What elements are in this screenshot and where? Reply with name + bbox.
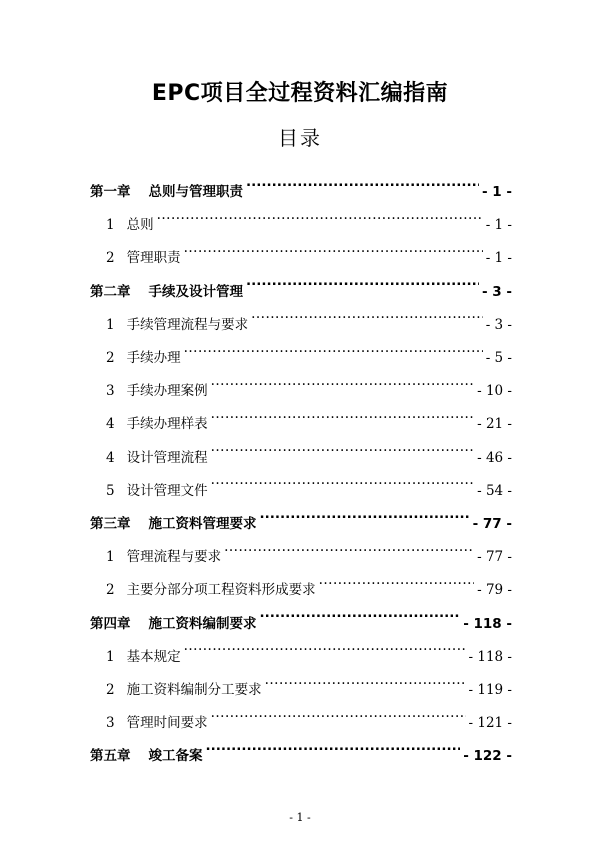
toc-entry-page: - 122 - — [463, 748, 512, 765]
toc-dot-leader — [211, 699, 466, 727]
toc-entry-page: - 79 - — [477, 582, 512, 599]
toc-entry-title: 手续管理流程与要求 — [126, 316, 249, 333]
toc-entry-page: - 118 - — [463, 615, 512, 632]
toc-entry-title: 主要分部分项工程资料形成要求 — [126, 582, 316, 599]
toc-entry-title: 总则 — [126, 217, 154, 234]
toc-entry-title: 手续办理案例 — [126, 383, 208, 400]
toc-dot-leader — [184, 633, 466, 661]
toc-section-entry[interactable] — [106, 201, 512, 234]
toc-chapter-entry[interactable] — [90, 168, 512, 200]
toc-dot-leader — [206, 732, 461, 760]
toc-section-entry[interactable] — [106, 467, 512, 499]
toc-entry-number: 第四章 — [90, 615, 131, 632]
toc-section-entry[interactable] — [106, 666, 512, 698]
toc-entry-number: 4 — [106, 416, 115, 433]
toc-entry-title: 设计管理文件 — [126, 482, 208, 499]
toc-entry-number: 1 — [106, 549, 115, 566]
toc-entry-number: 1 — [106, 648, 115, 665]
toc-entry-number: 第三章 — [90, 516, 131, 532]
toc-dot-leader — [157, 201, 483, 229]
toc-entry-page: - 1 - — [482, 184, 512, 200]
toc-entry-title: 手续办理 — [126, 350, 181, 366]
toc-entry-title: 手续办理样表 — [126, 416, 208, 433]
toc-section-entry[interactable] — [106, 301, 512, 333]
toc-dot-leader — [260, 500, 470, 528]
toc-entry-page: - 5 - — [485, 350, 512, 366]
toc-entry-title: 手续及设计管理 — [148, 283, 243, 300]
toc-entry-number: 1 — [106, 217, 115, 234]
toc-entry-title: 竣工备案 — [148, 748, 203, 765]
toc-entry-page: - 21 - — [477, 416, 512, 433]
toc-chapter-entry[interactable] — [90, 500, 512, 532]
toc-entry-number: 2 — [106, 582, 115, 599]
toc-section-entry[interactable] — [106, 434, 512, 466]
toc-section-entry[interactable] — [106, 367, 512, 400]
page-number: - 1 - — [289, 811, 311, 824]
toc-entry-title: 管理时间要求 — [126, 715, 208, 732]
toc-entry-page: - 77 - — [472, 516, 512, 532]
toc-dot-leader — [224, 533, 474, 561]
toc-entry-title: 施工资料编制要求 — [148, 615, 257, 632]
toc-entry-number: 3 — [106, 715, 115, 732]
toc-entry-number: 第一章 — [90, 184, 131, 200]
toc-entry-number: 2 — [106, 250, 115, 267]
toc-entry-page: - 119 - — [468, 682, 512, 698]
toc-dot-leader — [211, 400, 475, 428]
toc-section-entry[interactable] — [106, 699, 512, 732]
toc-dot-leader — [260, 600, 461, 628]
toc-entry-title: 总则与管理职责 — [148, 184, 243, 200]
toc-entry-number: 4 — [106, 449, 115, 466]
toc-dot-leader — [211, 434, 475, 462]
toc-section-entry[interactable] — [106, 234, 512, 267]
toc-section-entry[interactable] — [106, 633, 512, 665]
toc-dot-leader — [184, 334, 483, 362]
toc-chapter-entry[interactable] — [90, 732, 512, 765]
toc-entry-page: - 118 - — [468, 648, 512, 665]
toc-entry-number: 3 — [106, 383, 115, 400]
toc-entry-page: - 3 - — [485, 316, 512, 333]
toc-section-entry[interactable] — [106, 334, 512, 366]
toc-entry-number: 2 — [106, 350, 115, 366]
toc-dot-leader — [211, 367, 475, 395]
toc-entry-number: 1 — [106, 316, 115, 333]
toc-dot-leader — [211, 467, 475, 495]
toc-entry-number: 第五章 — [90, 748, 131, 765]
toc-entry-title: 施工资料管理要求 — [148, 516, 257, 532]
toc-dot-leader — [265, 666, 466, 694]
toc-entry-page: - 121 - — [468, 715, 512, 732]
toc-entry-page: - 1 - — [485, 250, 512, 267]
toc-entry-page: - 3 - — [482, 283, 512, 300]
toc-chapter-entry[interactable] — [90, 600, 512, 632]
toc-dot-leader — [184, 234, 483, 262]
toc-entry-title: 施工资料编制分工要求 — [126, 682, 262, 698]
toc-heading: 目录 — [278, 126, 322, 150]
toc-entry-page: - 46 - — [477, 449, 512, 466]
toc-dot-leader — [246, 268, 479, 296]
toc-entry-page: - 54 - — [477, 482, 512, 499]
toc-entry-number: 5 — [106, 482, 115, 499]
toc-section-entry[interactable] — [106, 400, 512, 433]
toc-chapter-entry[interactable] — [90, 268, 512, 300]
toc-entry-title: 管理流程与要求 — [126, 549, 222, 566]
toc-entry-number: 2 — [106, 682, 115, 698]
toc-dot-leader — [319, 566, 475, 594]
toc-section-entry[interactable] — [106, 566, 512, 599]
toc-section-entry[interactable] — [106, 533, 512, 566]
toc-dot-leader — [251, 301, 483, 329]
toc-entry-page: - 10 - — [477, 383, 512, 400]
toc-entry-page: - 1 - — [485, 217, 512, 234]
toc-dot-leader — [246, 168, 479, 196]
toc-entry-title: 基本规定 — [126, 648, 181, 665]
toc-entry-title: 设计管理流程 — [126, 449, 208, 466]
document-title: EPC项目全过程资料汇编指南 — [151, 81, 449, 106]
toc-entry-page: - 77 - — [477, 549, 512, 566]
toc-entry-number: 第二章 — [90, 283, 131, 300]
toc-entry-title: 管理职责 — [126, 250, 181, 267]
